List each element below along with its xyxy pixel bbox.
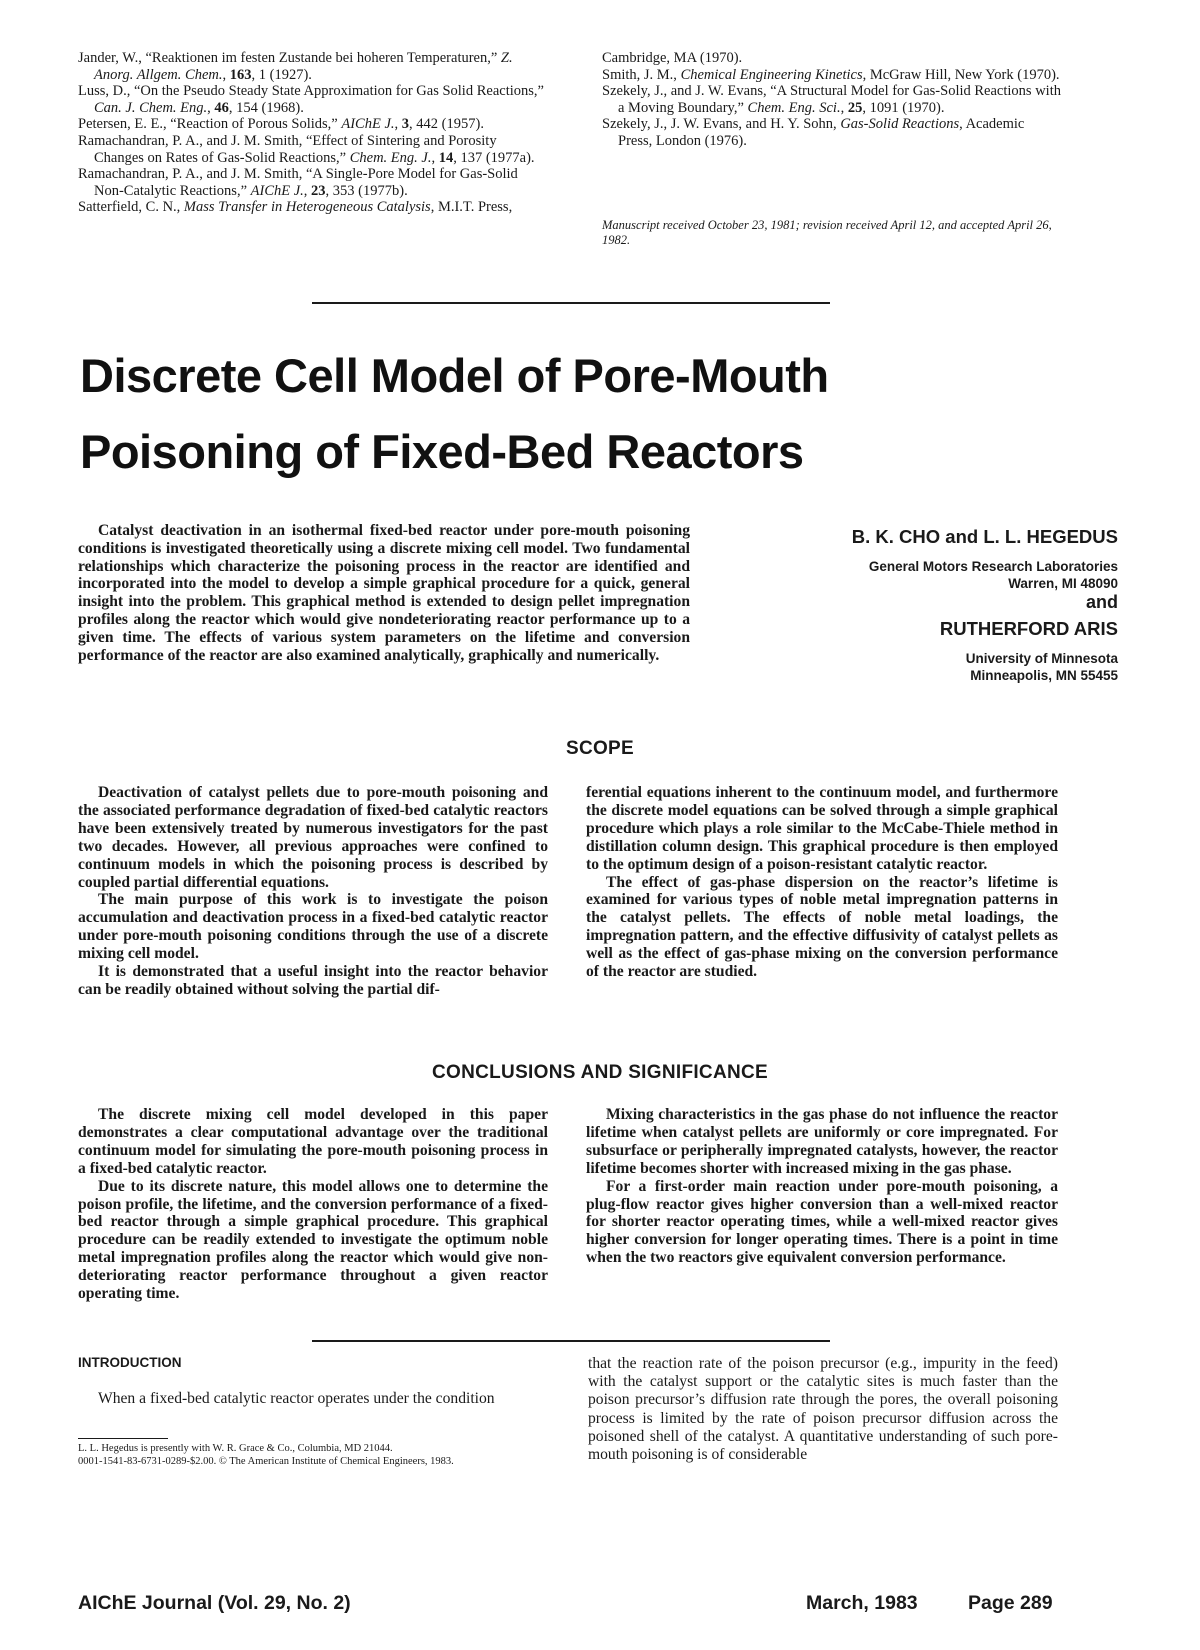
reference-entry: Petersen, E. E., “Reaction of Porous Solids,” AIChE J., 3, 442 (1957). <box>78 116 484 133</box>
reference-source: Gas-Solid Reactions <box>840 116 960 133</box>
abstract-text: Catalyst deactivation in an isothermal fixed-bed reactor under pore-mouth poisoning conditions is investigated theoretically using a discrete mixing cell model. Two fundamental relationships which characterize the poisoning process in the reactor are identified and incorporated into the model to develop a simple graphical procedure for a quick, general insight into the problem. This graphical method is extended to design pellet impregnation profiles along the reactor which would give nondeteriorating reactor performance up to a given time. The effects of various system parameters on the lifetime and conversion performance of the reactor are also examined analytically, graphically and numerically. <box>78 522 690 664</box>
reference-text: , Academic Press, London (1976). <box>618 116 1025 149</box>
reference-text: , 353 (1977b). <box>325 182 408 199</box>
abstract <box>78 522 690 664</box>
reference-volume: 46 <box>214 99 229 116</box>
author-block <box>852 526 1118 684</box>
reference-entry <box>602 116 1062 149</box>
reference-entry <box>602 67 1062 84</box>
reference-source: AIChE J. <box>250 182 304 199</box>
paragraph: Mixing characteristics in the gas phase do not influence the reactor lifetime when catalyst pellets are uniformly or core impregnated. For subsurface or peripherally impregnated catalysts, however, the reactor lifetime becomes shorter with increased mixing in the gas phase. <box>586 1106 1058 1177</box>
references-left <box>78 50 550 216</box>
title-line-1: Discrete Cell Model of Pore-Mouth <box>80 349 829 402</box>
introduction-right: that the reaction rate of the poison precursor (e.g., impurity in the feed) with the catalyst support or the catalytic sites is much faster than the poison precursor’s diffusion rate through the pores, the overall poisoning process is limited by the rate of poison precursor diffusion across the poisoned shell of the catalyst. A quantitative understanding of such pore-mouth poisoning is of considerable <box>588 1355 1058 1464</box>
author-names-2: RUTHERFORD ARIS <box>939 618 1118 639</box>
reference-text: Luss, D., “On the Pseudo Steady State Approximation for Gas Solid Reactions,” <box>78 83 544 100</box>
reference-text: Ramachandran, P. A., and J. M. Smith, “A Single-Pore Model for Gas-Solid Non-Catalytic Reactions,” <box>78 166 518 199</box>
reference-volume: 23 <box>311 182 326 199</box>
paragraph: ferential equations inherent to the continuum model, and furthermore the discrete model equations can be solved through a simple graphical procedure which plays a role similar to the McCabe-Thiele method in distillation column design. This graphical procedure is then employed to the optimum design of a poison-resistant catalytic reactor. <box>586 784 1058 873</box>
conclusions-right <box>586 1106 1058 1267</box>
paragraph: Due to its discrete nature, this model allows one to determine the poison profile, the lifetime, and the conversion performance of a fixed-bed reactor through a simple graphical procedure. This graphical procedure can be readily extended to investigate the optimum noble metal impregnation profiles along the reactor which would give non-deteriorating reactor performance throughout a given reactor operating time. <box>78 1177 548 1303</box>
reference-entry: Ramachandran, P. A., and J. M. Smith, “A Single-Pore Model for Gas-Solid Non-Catalytic Reactions,” AIChE J., 23, 353 (1977b). <box>78 166 518 199</box>
reference-text: Szekely, J., J. W. Evans, and H. Y. Sohn, <box>602 116 841 133</box>
reference-volume: 25 <box>847 99 863 116</box>
reference-text: , 154 (1968). <box>228 99 304 116</box>
reference-text: , 1091 (1970). <box>862 99 945 116</box>
reference-entry: Ramachandran, P. A., and J. M. Smith, “Effect of Sintering and Porosity Changes on Rates of Gas-Solid Reactions,” Chem. Eng. J., 14, 137 (1977a). <box>78 132 535 166</box>
footer-date: March, 1983 <box>806 1592 918 1614</box>
reference-volume: 14 <box>438 149 454 166</box>
and-label: and <box>1085 592 1118 612</box>
paragraph: For a first-order main reaction under pore-mouth poisoning, a plug-flow reactor gives higher conversion than a well-mixed reactor for shorter reactor operating times, while a well-mixed reactor gives higher conversion for longer operating times. There is a point in time when the two reactors give equivalent conversion performance. <box>586 1177 1058 1267</box>
introduction-heading: INTRODUCTION <box>78 1355 182 1370</box>
reference-text: Petersen, E. E., “Reaction of Porous Solids,” <box>78 116 342 133</box>
reference-entry <box>602 50 1062 67</box>
address-2: Minneapolis, MN 55455 <box>970 668 1118 683</box>
footnote-copyright: 0001-1541-83-6731-0289-$2.00. © The American Institute of Chemical Engineers, 1983. <box>78 1456 454 1467</box>
reference-volume: 3 <box>401 116 410 133</box>
scope-left <box>78 784 548 999</box>
reference-entry <box>78 199 550 216</box>
conclusions-left <box>78 1106 548 1303</box>
paragraph: The main purpose of this work is to investigate the poison accumulation and deactivation process in a fixed-bed catalytic reactor under pore-mouth poisoning conditions through the use of a discrete mixing cell model. <box>78 891 548 963</box>
paragraph: The effect of gas-phase dispersion on the reactor’s lifetime is examined for various types of noble metal impregnation patterns in the catalyst pellets. The effects of noble metal loadings, the impregnation pattern, and the effective diffusivity of catalyst pellets as well as the effect of gas-phase mixing on the conversion performance of the reactor are studied. <box>586 873 1058 981</box>
reference-source: Z. Anorg. Allgem. Chem. <box>94 50 513 83</box>
reference-text: Jander, W., “Reaktionen im festen Zustande bei hoheren Temperaturen,” <box>78 50 501 66</box>
reference-volume: 163 <box>229 66 252 83</box>
reference-text: , McGraw Hill, New York (1970). <box>862 66 1060 83</box>
reference-source: Chemical Engineering Kinetics <box>680 66 863 83</box>
reference-text: Ramachandran, P. A., and J. M. Smith, “Effect of Sintering and Porosity Changes on Rates of Gas-Solid Reactions,” <box>78 132 497 166</box>
footnote-affiliation: L. L. Hegedus is presently with W. R. Grace & Co., Columbia, MD 21044. <box>78 1443 393 1454</box>
reference-source: AIChE J. <box>341 116 395 133</box>
manuscript-note: Manuscript received October 23, 1981; revision received April 12, and accepted April 26, 1982. <box>602 218 1052 247</box>
reference-entry: Luss, D., “On the Pseudo Steady State Approximation for Gas Solid Reactions,” Can. J. Chem. Eng., 46, 154 (1968). <box>78 83 544 116</box>
affiliation-1: General Motors Research Laboratories <box>868 559 1118 574</box>
conclusions-heading: CONCLUSIONS AND SIGNIFICANCE <box>432 1062 768 1083</box>
reference-text: Smith, J. M., <box>602 66 681 83</box>
reference-entry: Szekely, J., and J. W. Evans, “A Structural Model for Gas-Solid Reactions with a Moving Boundary,” Chem. Eng. Sci., 25, 1091 (1970). <box>602 83 1061 116</box>
paragraph: The discrete mixing cell model developed in this paper demonstrates a clear computational advantage over the traditional continuum model for simulating the pore-mouth poisoning process in a fixed-bed catalytic reactor. <box>78 1106 548 1177</box>
reference-text: , 1 (1927). <box>251 66 312 83</box>
paragraph: Deactivation of catalyst pellets due to pore-mouth poisoning and the associated performance degradation of fixed-bed catalytic reactors have been extensively treated by numerous investigators for the past two decades. However, all previous approaches were confined to continuum models in which the poisoning process is described by coupled partial differential equations. <box>78 784 548 891</box>
reference-text: , M.I.T. Press, <box>430 199 513 216</box>
reference-text: Satterfield, C. N., <box>78 199 184 216</box>
reference-text: , 442 (1957). <box>409 116 484 133</box>
reference-text: Cambridge, MA (1970). <box>602 50 743 66</box>
reference-source: Can. J. Chem. Eng. <box>94 99 208 116</box>
scope-right <box>586 784 1058 981</box>
reference-text: , 137 (1977a). <box>453 149 535 166</box>
title-line-2: Poisoning of Fixed-Bed Reactors <box>80 425 804 478</box>
affiliation-2: University of Minnesota <box>965 651 1118 666</box>
footer-journal: AIChE Journal (Vol. 29, No. 2) <box>78 1592 351 1614</box>
section-rule <box>312 1340 830 1342</box>
references-right <box>602 50 1062 150</box>
reference-source: Chem. Eng. J. <box>349 149 432 166</box>
author-names-1: B. K. CHO and L. L. HEGEDUS <box>851 526 1118 547</box>
footer-page: Page 289 <box>968 1592 1053 1614</box>
paragraph: It is demonstrated that a useful insight into the reactor behavior can be readily obtained without solving the partial dif- <box>78 963 548 998</box>
reference-source: Mass Transfer in Heterogeneous Catalysis <box>183 199 431 216</box>
reference-source: Chem. Eng. Sci. <box>747 99 841 116</box>
reference-text: Szekely, J., and J. W. Evans, “A Structural Model for Gas-Solid Reactions with a Moving Boundary,” <box>602 83 1061 116</box>
footnote-rule <box>78 1438 168 1439</box>
title-rule-top <box>312 302 830 304</box>
scope-heading: SCOPE <box>565 738 635 759</box>
reference-entry: Jander, W., “Reaktionen im festen Zustande bei hoheren Temperaturen,” Z. Anorg. Allgem. Chem., 163, 1 (1927). <box>78 50 513 83</box>
introduction-left: When a fixed-bed catalytic reactor operates under the condition <box>98 1390 495 1407</box>
address-1: Warren, MI 48090 <box>1008 576 1118 591</box>
